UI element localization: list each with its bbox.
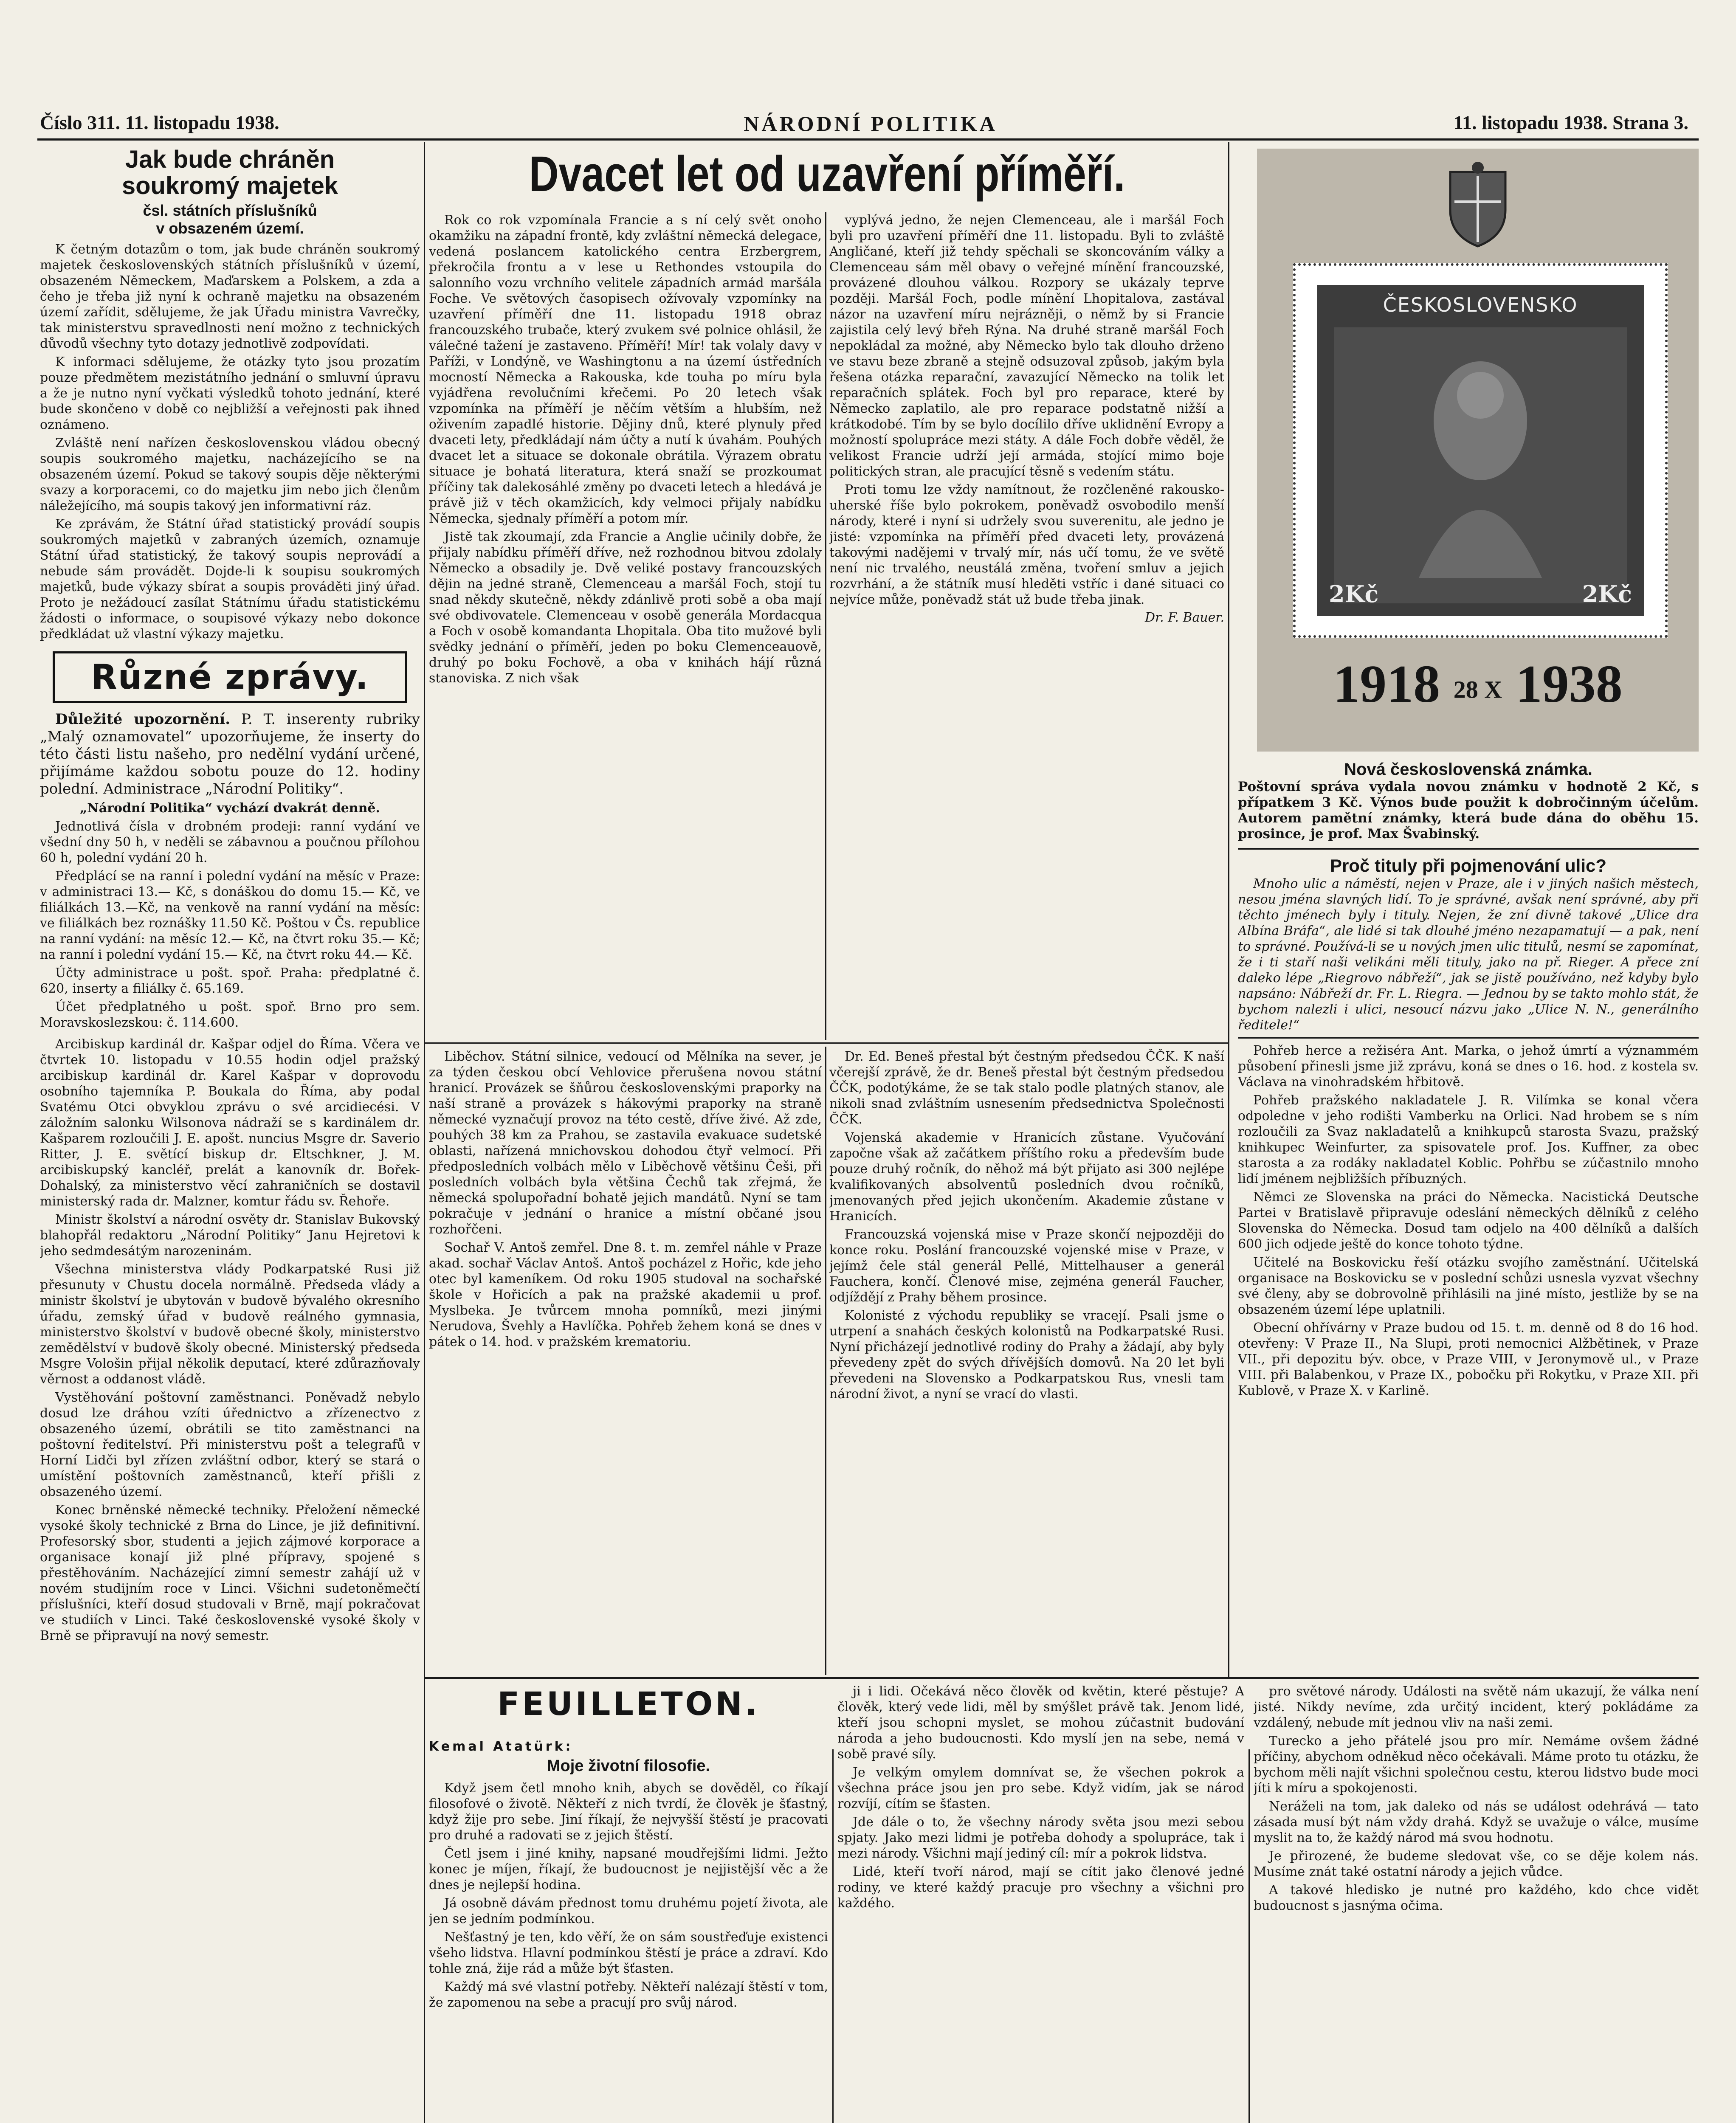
news-item: Sochař V. Antoš zemřel. Dne 8. t. m. zemřel náhle v Praze akad. sochař Václav Antoš. Antoš pocházel z Hořic, kde jeho otec byl kameníkem. Od roku 1905 studoval na sochařské škole v Hořicích a pak na pražské akademii u prof. Myslbeka. Je tvůrcem mnoha pomníků, mezi jinými Nerudova, Švehly a Havlíčka. Pohřeb žehem koná se dnes v pátek o 14. hod. v pražském krematoriu. [429, 1240, 822, 1349]
account-text-2: Účet předplatného u pošt. spoř. Brno pro sem. Moravskoslezskou: č. 114.600. [40, 1000, 420, 1030]
masthead: NÁRODNÍ POLITIKA [744, 112, 998, 135]
news-item: Vystěhování poštovní zaměstnanci. Poněvadž nebylo dosud lze dráhou vzíti úřednictvo a zřízenectvo z obsazeného území, obrátili se tito zaměstnanci na poštovní ředitelství. Při ministerstvu pošt a telegrafů v Horní Lidči byl zřízen zvláštní odbor, který se stará o umístění poštovních zaměstnanců, kteří přišli z obsazeného území. [40, 1390, 420, 1499]
paragraph: Je přirozené, že budeme sledovat vše, co se děje kolem nás. Musíme znát také ostatní národy a jejich vůdce. [1254, 1849, 1699, 1879]
price-text: Jednotlivá čísla v drobném prodeji: ranní vydání ve všední dny 50 h, v neděli se zábavnou a poučnou přílohou 60 h, polední vydání 20 h. [40, 819, 420, 865]
news-item: Vojenská akademie v Hranicích zůstane. Vyučování započne však až začátkem příštího roku a především bude pouze druhý ročník, do něhož má být přijato asi 300 nejlépe kvalifikovaných absolventů posledních dvou ročníků, jmenovaných před jejich ukončením. Akademie zůstane v Hranicích. [829, 1130, 1224, 1224]
account-text: Účty administrace u pošt. spoř. Praha: předplatné č. 620, inserty a filiálky č. 65.169. [40, 966, 420, 996]
feuilleton-column-1 [429, 1739, 828, 2123]
article-subtitle: čsl. státních příslušníků [143, 202, 317, 219]
stamp-value-right: 2Kč [1582, 580, 1632, 608]
middle-news-right [829, 1049, 1224, 1673]
page-info: 11. listopadu 1938. Strana 3. [1453, 112, 1688, 133]
paragraph: Četl jsem i jiné knihy, napsané moudřejšími lidmi. Ježto konec je míjen, říkají, že budoucnost je nejjistější věc a že dnes je nejlepší hodina. [429, 1846, 828, 1892]
paragraph: ji i lidi. Očekává něco člověk od květin, které pěstuje? A člověk, který vede lidi, měl by smýšlet právě tak. Jenom lidé, kteří jsou schopni myslet, se mohou zúčastnit budování národa a jeho budoucnosti. Kdo myslí jen na sebe, nemá v sobě pravé síly. [837, 1684, 1244, 1762]
article-title-2: soukromý majetek [121, 172, 338, 200]
stamp-figure-icon [1317, 323, 1644, 612]
news-item: Dr. Ed. Beneš přestal být čestným předsedou ČČK. K naší včerejší zprávě, že dr. Beneš přestal být čestným předsedou ČČK, podotýkáme, že se tak stalo podle platných stanov, ale nikoli snad zvláštním usnesením předsednictva Společnosti ČČK. [829, 1049, 1224, 1127]
paragraph: Turecko a jeho přátelé jsou pro mír. Nemáme ovšem žádné příčiny, abychom odněkud něco očekávali. Máme proto tu otázku, že bychom měli najít všichni společnou cestu, kterou lidstvo bude moci jíti k míru a spokojenosti. [1254, 1734, 1699, 1796]
date-mid: 28 X [1453, 676, 1502, 704]
notice-text: P. T. inserenty rubriky „Malý oznamovatel“ upozorňujeme, že inserty do této části listu našeho, pro nedělní vydání určené, přijímáme každou sobotu pouze do 12. hodiny polední. Administrace „Národní Politiky“. [40, 711, 420, 797]
paragraph: pro světové národy. Události na světě nám ukazují, že válka není jisté. Nikdy nevíme, zda určitý incident, který pokládáme za vzdálený, nebude mít jednou vliv na naši zemi. [1254, 1684, 1699, 1730]
paragraph: Je velkým omylem domnívat se, že všechen pokrok a všechna práce jsou jen pro sebe. Když vidím, jak se národ rozvíjí, cítím se šťasten. [837, 1765, 1244, 1811]
paragraph: Každý má své vlastní potřeby. Někteří nalézají štěstí v tom, že zapomenou na sebe a pracují pro svůj národ. [429, 1979, 828, 2010]
stamp-value-left: 2Kč [1329, 580, 1379, 608]
news-item: Němci ze Slovenska na práci do Německa. Nacistická Deutsche Partei v Bratislavě připravuje odeslání německých dělníků z celého Slovenska do Německa. Dosud tam odjelo na 400 dělníků a dalších 600 jich odjede ještě do konce tohoto týdne. [1238, 1190, 1699, 1252]
titles-heading: Proč tituly při pojmenování ulic? [1330, 856, 1607, 876]
date-end: 1938 [1515, 655, 1623, 714]
paragraph: Proti tomu lze vždy namítnout, že rozčleněné rakousko-uherské říše bylo pokrokem, poněvadž osvobodilo menší národy, které i nyní si udržely svou suverenitu, ale jedno je jisté: vzpomínka na příměří před dvaceti lety, provázená takovými nadějemi v trvalý mír, nás učí tomu, že ve světě není nic trvalého, neustálá změna, tvoření smluv a jejich rozvrhání, a že státník musí hleděti vstříc i dané situaci co nejvíce může, poněvadž stát už bude třeba jinak. [829, 482, 1224, 607]
price-title: „Národní Politika“ vychází dvakrát denně. [80, 801, 380, 816]
left-column [40, 146, 420, 2123]
paragraph: K informaci sdělujeme, že otázky tyto jsou prozatím pouze předmětem mezistátního jednání o smluvní úpravu a že je nutno nyní vyčkati výsledků tohoto jednání, které bude skončeno v době co nejbližší a veřejnosti pak ihned oznámeno. [40, 355, 420, 432]
news-item: Pohřeb herce a režiséra Ant. Marka, o jehož úmrtí a význammém působení přinesli jsme již zprávu, koná se dnes o 16. hod. z kostela sv. Václava na vinohradském hřbitově. [1238, 1043, 1699, 1090]
paragraph: Jde dále o to, že všechny národy světa jsou mezi sebou spjaty. Jako mezi lidmi je potřeba dohody a spolupráce, tak i mezi národy. Všichni mají jediný cíl: mír a pokrok lidstva. [837, 1815, 1244, 1861]
feuilleton-column-3 [1254, 1684, 1699, 2123]
headline: Dvacet let od uzavření příměří. [529, 146, 1125, 202]
news-item: Obecní ohřívárny v Praze budou od 15. t. m. denně od 8 do 16 hod. otevřeny: V Praze II., Na Slupi, proti nemocnici Alžbětinek, v Praze VII., při depozitu býv. obce, v Praze VIII, v Jeronymově ul., v Praze VIII. při Balabenkou, v Praze IX., pobočku při Rokytku, v Praze XII. při Kublově, v Praze X. v Karlině. [1238, 1321, 1699, 1398]
paragraph: K četným dotazům o tom, jak bude chráněn soukromý majetek československých státních příslušníků v území, obsazeném Německem, Maďarskem a Polskem, a zda a čeho je třeba již nyní k ochraně majetku na obsazeném území zařídit, sdělujeme, že jak Úřadu ministra Vavrečky, tak ministerstvu spravedlnosti není možno z technických důvodů všechny tyto dotazy jednotlivě zodpovídati. [40, 242, 420, 351]
date-start: 1918 [1333, 655, 1440, 714]
titles-text: Mnoho ulic a náměstí, nejen v Praze, ale i v jiných našich městech, nesou jména slavných lidí. To je správné, avšak není správné, aby při těchto jménech byly i tituly. Nejen, že zní divně takové „Ulice dra Albína Bráfa“, ale lidé si tak dlouhé jméno nezapamatují — a pak, není to správné. Používá-li se u nových jmen ulic titulů, nesmí se zapomínat, že i ti staří naši velikáni měli tituly, jako na př. Rieger. A přece zní daleko lépe „Riegrovo nábřeží“, jak se jistě používáno, než kdyby bylo napsáno: Nábřeží dr. Fr. L. Riegra. — Jednou by se takto mohlo stát, že bychom nalezli i ulici, nesoucí názvu jako „Ulice N. N., generálního ředitele!“ [1238, 876, 1699, 1033]
stamp-country: ČESKOSLOVENSKO [1383, 293, 1578, 316]
paragraph: Nešťastný je ten, kdo věří, že on sám soustřeďuje existenci všeho lidstva. Hlavní podmínkou štěstí je práce a zdraví. Kdo tohle zná, žije rád a může být šťasten. [429, 1930, 828, 1976]
coat-of-arms-icon [1442, 159, 1514, 248]
news-item: Arcibiskup kardinál dr. Kašpar odjel do Říma. Včera ve čtvrtek 10. listopadu v 10.55 hodin odjel pražský arcibiskup kardinál dr. Karel Kašpar v doprovodu osobního tajemníka P. Boukala do Říma, aby podal Svatému Otci obvyklou zprávu o své arcidiecési. V záložním salonku Wilsonova nádraží se s kardinálem dr. Kašparem rozloučili J. E. apošt. nuncius Msgre dr. Saverio Ritter, J. E. světící biskup dr. Eltschkner, J. M. arcibiskupský kancléř, prelát a kanovník dr. Bořek-Dohalský, za ministerstvo věcí zahraničních se dostavil ministerský rada dr. Malzner, komtur řádu sv. Řehoře. [40, 1037, 420, 1209]
stamp-dates [1257, 654, 1699, 715]
article-column-2 [829, 212, 1224, 1038]
section-title: Různé zprávy. [91, 657, 369, 697]
feuilleton-column-2 [837, 1684, 1244, 2123]
news-item: Konec brněnské německé techniky. Přeložení německé vysoké školy technické z Brna do Lince, je již definitivní. Profesorský sbor, studenti a jejich zájmové korporace a organisace konají již plné přípravy, spojené s přestěhováním. Nacházející zimní semestr zahájí už v novém studijním roce v Linci. Všichni sudetoněmečtí příslušníci, kteří dosud studovali v Brně, mají pokračovat ve studiích v Linci. Také československé vysoké školy v Brně se připravují na nový semestr. [40, 1503, 420, 1643]
paragraph: Lidé, kteří tvoří národ, mají se cítit jako členové jedné rodiny, ve které každý pracuje pro všechny a všichni pro každého. [837, 1864, 1244, 1911]
article-column-1 [429, 212, 822, 1038]
stamp [1293, 263, 1668, 638]
paragraph: Já osobně dávám přednost tomu druhému pojetí života, ale jen se jedním podmínkou. [429, 1896, 828, 1926]
author-signature: Dr. F. Bauer. [1145, 610, 1224, 625]
paragraph: Zvláště není nařízen československou vládou obecný soupis soukromého majetku, nacházejícího se na obsazeném území. Pokud se takový soupis děje některými svazy a korporacemi, co do majetku jim nebo jich členům náležejícího, má soupis takový jen informativní ráz. [40, 436, 420, 513]
notice-heading: Důležité upozornění. [55, 711, 231, 728]
news-item: Pohřeb pražského nakladatele J. R. Vilímka se konal včera odpoledne v jeho rodišti Vamberku na Orlici. Nad hrobem se s ním rozloučili za Svaz nakladatelů a knihkupců starosta Svazu, pražský knihkupec Weinfurter, za spisovatele prof. Jos. Kuffner, za obec starosta a za rodáky nakladatel Koblic. Pohřbu se zúčastnilo mnoho lidí jménem nejbližších příbuzných. [1238, 1093, 1699, 1186]
feuilleton-title: FEUILLETON. [497, 1685, 760, 1723]
paragraph: Neráželi na tom, jak daleko od nás se událost odehrává — tato zásada musí být nám vždy drahá. Když se uvažuje o válce, musíme myslit na to, že každý národ má svou hodnotu. [1254, 1799, 1699, 1845]
article-subtitle-2: v obsazeném území. [156, 220, 304, 237]
feuilleton-subtitle: Moje životní filosofie. [547, 1757, 710, 1775]
paragraph: Ke zprávám, že Státní úřad statistický provádí soupis soukromých majetků v zabraných územích, oznamuje Státní úřad statistický, že takový soupis neprovádí a nebude sám provádět. Dojde-li k soupisu soukromých majetků, bude výkazy sbírat a soupis prováděti jiný úřad. Proto je nežádoucí zasílat Státnímu úřadu statistickému žádosti o informace, o soupisové výkazy nebo dokonce předkládat už vlastní výkazy majetku. [40, 517, 420, 642]
section-box [53, 651, 407, 703]
paragraph: Když jsem četl mnoho knih, abych se dověděl, co říkají filosofové o životě. Někteří z nich tvrdí, že člověk je šťastný, když žije pro sebe. Jiní říkají, že nejvyšší štěstí je pracovati pro druhé a radovati se z jejich štěstí. [429, 1781, 828, 1843]
feuilleton-author: Kemal Atatürk: [429, 1739, 573, 1754]
subscription-text: Předplácí se na ranní i polední vydání na měsíc v Praze: v administraci 13.— Kč, s donáškou do domu 15.— Kč, ve filiálkách 13.—Kč, na venkově na ranní vydání na měsíc: ve filiálkách bez roznášky 11.50 Kč. Poštou v Čs. republice na ranní vydání: na měsíc 12.— Kč, na čtvrt roku 35.— Kč; na ranní i polední vydání 15.— Kč, na čtvrt roku 44.— Kč. [40, 869, 420, 962]
right-column [1238, 760, 1699, 1673]
news-item: Učitelé na Boskovicku řeší otázku svojího zaměstnání. Učitelská organisace na Boskovicku se v poslední schůzi usnesla vyzvat všechny své členy, aby se dobrovolně přihlásili na jiné místo, jestliže by se na obsazeném území lépe uplatnili. [1238, 1255, 1699, 1317]
paragraph: A takové hledisko je nutné pro každého, kdo chce vidět budoucnost s jasnýma očima. [1254, 1883, 1699, 1913]
news-item: Kolonisté z východu republiky se vracejí. Psali jsme o utrpení a snahách českých kolonistů na Podkarpatské Rusi. Nyní přicházejí jednotlivé rodiny do Prahy a žádají, aby byly převedeny zpět do svých dřívějších domovů. Na 20 let byli převedeni na Slovensko a Podkarpatskou Rus, vnesli tam národní život, a nyní se vrací do vlasti. [829, 1308, 1224, 1402]
paragraph: Rok co rok vzpomínala Francie a s ní celý svět onoho okamžiku na západní frontě, kdy zvláštní německá delegace, vedená poslancem katolického centra Erzbergrem, překročila frontu a v lese u Rethondes vstoupila do salonního vozu vrchního velitele západních armád maršála Foche. Ve světových časopisech ožívovaly vzpomínky na uzavření příměří dne 11. listopadu 1918 obraz francouzského trubače, který zvukem své polnice ohlásil, že válečné tažení je zastaveno. Příměří! Mír! tak volaly davy v Paříži, v Londýně, ve Washingtonu a na území ústředních mocností Německa a Rakouska, kde touha po míru byla vyjádřena revolučními křečemi. Po 20 letech však vzpomínka na příměří je něčím větším a hlubším, než oživením zapadlé historie. Dějiny dnů, které plynuly před dvaceti lety, předkládají nám účty a nutí k úvahám. Pouhých dvacet let a situace se dokonale obrátila. Výrazem obratu situace je bohatá literatura, která snaží se prozkoumat příčiny tak dalekosáhlé změny po dvaceti letech a hledává je právě již v těch okamžicích, kdy velmoci přijaly nabídku Německa, sjednaly příměří a potom mír. [429, 213, 822, 526]
news-item: Všechna ministerstva vlády Podkarpatské Rusi již přesunuty v Chustu docela normálně. Předseda vlády a ministr školství je ubytován v budově bývalého okresního úřadu, zemský úřad v budově reálného gymnasia, ministerstvo školství v budově obecné školy, ministerstvo zemědělství v budově školy obecné. Ministerský předseda Msgre Vološin přijal několik deputací, které zdůrazňovaly věrnost a oddanost vládě. [40, 1262, 420, 1387]
paragraph: vyplývá jedno, že nejen Clemenceau, ale i maršál Foch byli pro uzavření příměří dne 11. listopadu. Byli to zvláště Angličané, kteří již tehdy spěchali se skoncováním války a Clemenceau sám měl obavy o veřejné mínění francouzské, provázené dlouhou válkou. Rozpory se ukázaly teprve později. Maršál Foch, podle mínění Lhopitalova, zastával názor na uzavření míru nejrázněji, o němž by si Francie zajistila celý levý břeh Rýna. Na druhé straně maršál Foch nepokládal za možné, aby Německo bylo tak dlouho drženo ve stavu beze zbraně a stejně odsuzoval způsob, jakým byla řešena otázka reparační, zavazující Německo na tolik let reparačních splátek. Foch byl pro reparace, které by Německo zaplatilo, ale pro reparace podstatně nižší a krátkodobé. Tím by se bylo docílilo dříve uklidnění Evropy a možností spolupráce mezi státy. A dále Foch dobře věděl, že velikost Francie udrží její armáda, stojící mimo boje politických stran, ale pracující těsně s vedením státu. [829, 213, 1224, 479]
news-item: Ministr školství a národní osvěty dr. Stanislav Bukovský blahopřál redaktoru „Národní Politiky“ Janu Hejretovi k jeho sedmdesátým narozeninám. [40, 1212, 420, 1259]
paragraph: Jistě tak zkoumají, zda Francie a Anglie učinily dobře, že přijaly nabídku příměří dříve, než rozhodnou bitvou zdolaly Německo a obsadily je. Dvě veliké postavy francouzských dějin na jedné straně, Clemenceau a maršál Foch, stojí tu snad někdy skutečně, někdy zdánlivě proti sobě a oba mají své obdivovatele. Clemenceau v osobě generála Mordacqua a Foch v osobě komandanta Lhopitala. Oba tito mužové byli svědky jednání o příměří, jeden po boku Clemenceauově, druhý po boku Fochově, a oba v knihách hájí různá stanoviska. Z nich však [429, 529, 822, 686]
news-item: Liběchov. Státní silnice, vedoucí od Mělníka na sever, je za týden českou obcí Vehlovice přerušena novou státní hranicí. Provázek se šňůrou československými praporky na naší straně a provázek s hákovými praporky na straně německé vyznačují provoz na této cestě, dříve živé. Až zde, pouhých 38 km za Prahou, se zastavila evakuace sudetské oblasti, nařízená mnichovskou dohodou čtyř velmocí. Při předposledních volbách mělo v Liběchově většinu Češi, při posledních volbách byla většina Čechů tak zřejmá, že německá spolupořadní bohatě jejich mandátů. Nyní se tam pokračuje v jednání o hranice a místní občané jsou rozhořčeni. [429, 1049, 822, 1237]
news-item: Francouzská vojenská mise v Praze skončí nejpozději do konce roku. Poslání francouzské vojenské mise v Praze, v jejímž čele stál generál Pellé, Mittelhauser a generál Fauchera, končí. Členové mise, zejména generál Faucher, odjíždějí z Prahy během prosince. [829, 1227, 1224, 1305]
middle-news-left [429, 1049, 822, 1673]
article-title: Jak bude chráněn [125, 146, 335, 173]
stamp-caption-title: Nová československá známka. [1344, 760, 1592, 779]
stamp-caption: Poštovní správa vydala novou známku v hodnotě 2 Kč, s přípatkem 3 Kč. Výnos bude použit k dobročinným účelům. Autorem pamětní známky, která bude dána do oběhu 15. prosince, je prof. Max Švabinský. [1238, 779, 1699, 842]
issue-number: Číslo 311. 11. listopadu 1938. [40, 112, 279, 133]
stamp-background [1257, 149, 1699, 752]
